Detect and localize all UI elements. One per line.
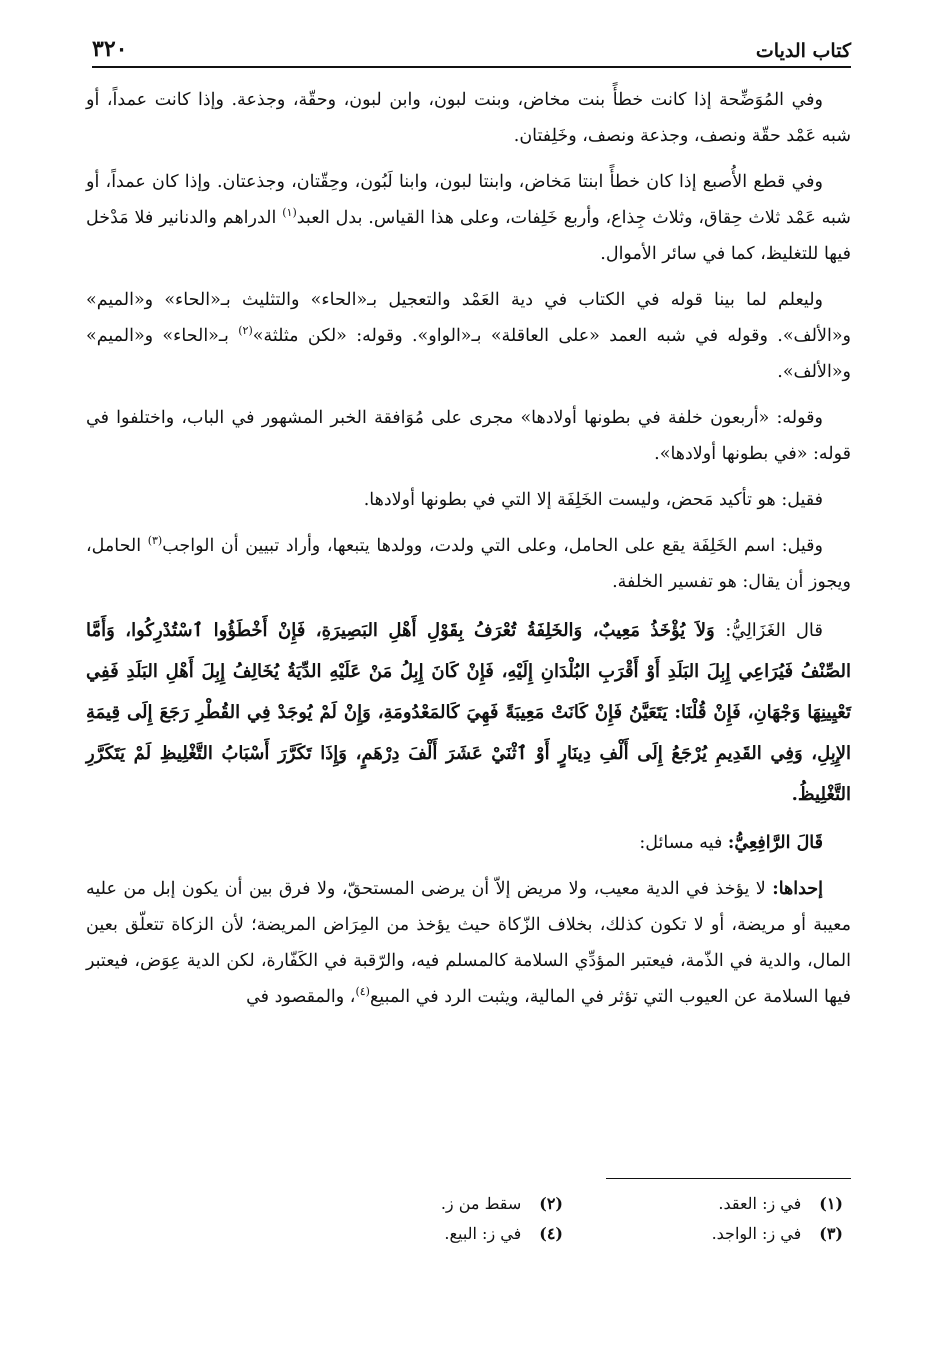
paragraph-first-opinion: فقيل: هو تأكيد مَحض، وليست الخَلِفَة إلا التي في بطونها أولادها. bbox=[363, 490, 823, 510]
paragraph-second-opinion: وقيل: اسم الخَلِفَة يقع على الحامل، وعلى التي ولدت، وولدها يتبعها، وأراد تبيين أن الواجب$^{(٣)}$ الحامل، ويجوز أن يقال: هو تفسير الخلفة. bbox=[86, 534, 851, 592]
footnote-3: (٣)في ز: الواجد. bbox=[711, 1224, 843, 1243]
footnote-divider bbox=[606, 1178, 851, 1179]
footnote-ref-2[interactable]: (٢) bbox=[238, 324, 253, 338]
paragraph-finger: وفي قطع الأُصبع إذا كان خطأً ابنتا مَخاض، وابنتا لبون، وابنا لَبُون، وحِقّتان، وجذعتان. وإذا كان عمداً، أو شبه عَمْد ثلاث حِقاق، وثلاث جِذاع، وأربع خَلِفات، وعلى هذا القياس. بدل العبد$^{(١)}$ الدراهم والدنانير فلا مَدْخل فيها للتغليظ، كما في سائر الأموال. bbox=[86, 172, 851, 264]
first-issue: إحداها: لا يؤخذ في الدية معيب، ولا مريض إلاّ أن يرضى المستحقّ، ولا فرق بين أن يكون إبل من عليه معيبة أو مريضة، أو لا تكون كذلك، بخلاف الزّكاة حيث يؤخذ من المِرَاض المريضة؛ لأن الزكاة تتعلّق بعين المال، والدية في الذّمة، فيعتبر المؤدِّي السلامة كالمسلم فيه، والرّقبة في الكَفّارة، لكن الدية عِوَض، فيعتبر فيها السلامة عن العيوب التي تؤثر في المالية، ويثبت الرد في المبيع$^{(٤)}$، والمقصود في bbox=[86, 879, 851, 1007]
footnote-ref-3[interactable]: (٣) bbox=[147, 534, 163, 548]
rafii-intro: قَالَ الرَّافِعِيُّ: فيه مسائل: bbox=[639, 833, 823, 853]
page-header bbox=[92, 28, 851, 68]
footnote-4: (٤)في ز: البيع. bbox=[444, 1224, 563, 1243]
paragraph-symbols: وليعلم لما بينا قوله في الكتاب في دية العَمْد والتعجيل بـ«الحاء» والتثليث بـ«الحاء» و«الميم» و«الألف». وقوله في شبه العمد «على العاقلة» بـ«الواو». وقوله: «لكن مثلثة»$^{(٢)}$ بـ«الحاء» و«الميم» و«الألف». bbox=[86, 290, 851, 382]
chapter-title: كتاب الديات bbox=[755, 40, 851, 62]
footnote-ref-4[interactable]: (٤) bbox=[355, 985, 370, 999]
footnote-2: (٢)سقط من ز. bbox=[440, 1194, 563, 1213]
footnotes bbox=[283, 1192, 843, 1246]
ghazali-matn bbox=[86, 610, 851, 815]
ghazali-text: وَلاَ يُؤْخَذُ مَعِيبٌ، وَالخَلِفَةُ تُعْرَفُ بِقَوْلِ أَهْلِ البَصِيرَةِ، فَإِنْ أَخْطَؤُوا ٱسْتُدْرِكُوا، وَأَمَّا الصِّنْفُ فَيُرَاعِي إِبِلَ البَلَدِ أَوْ أَقْرَبِ البُلْدَانِ إِلَيْهِ، فَإِنْ كَانَ إِبِلُ مَنْ عَلَيْهِ الدِّيَةُ يُخَالِفُ إِبِلَ أَهْلِ البَلَدِ فَفِي تَعْيِينِهَا وَجْهَانِ، فَإِنْ قُلْنَا: يَتَعَيَّنُ فَإِنْ كَانَتْ مَعِيبَةً فَهِيَ كَالمَعْدُومَةِ، وَإِنْ لَمْ يُوجَدْ فِي القُطْرِ رَجَعَ إِلَى قِيمَةِ الإِبِلِ، وَفِي القَدِيمِ يُرْجَعُ إِلَى أَلْفِ دِينَارٍ أَوْ ٱثْنَيْ عَشَرَ أَلْفَ دِرْهَمٍ، وَإِذَا تَكَرَّرَ أَسْبَابُ التَّغْلِيظِ لَمْ يَتَكَرَّرِ التَّغْلِيظُ. bbox=[86, 620, 851, 805]
footnote-ref-1[interactable]: (١) bbox=[282, 206, 297, 220]
rafii-lead: قَالَ الرَّافِعِيُّ: bbox=[727, 833, 823, 853]
ghazali-lead: قال الغَزَالِيُّ: bbox=[725, 620, 824, 641]
first-issue-lead: إحداها: bbox=[772, 879, 823, 899]
paragraph-mudiha: وفي المُوَضِّحة إذا كانت خطأً بنت مخاض، وبنت لبون، وابن لبون، وحقّة، وجذعة. وإذا كانت عمداً، أو شبه عَمْد حقّة ونصف، وجذعة ونصف، وخَلِفتان. bbox=[86, 90, 851, 146]
footnote-1: (١)في ز: العقد. bbox=[718, 1194, 843, 1213]
page-number: ٣٢٠ bbox=[92, 36, 128, 62]
paragraph-forty: وقوله: «أربعون خلفة في بطونها أولادها» مجرى على مُوَافقة الخبر المشهور في الباب، واختلفوا في قوله: «في بطونها أولادها». bbox=[86, 408, 851, 464]
page-body bbox=[86, 82, 851, 1025]
